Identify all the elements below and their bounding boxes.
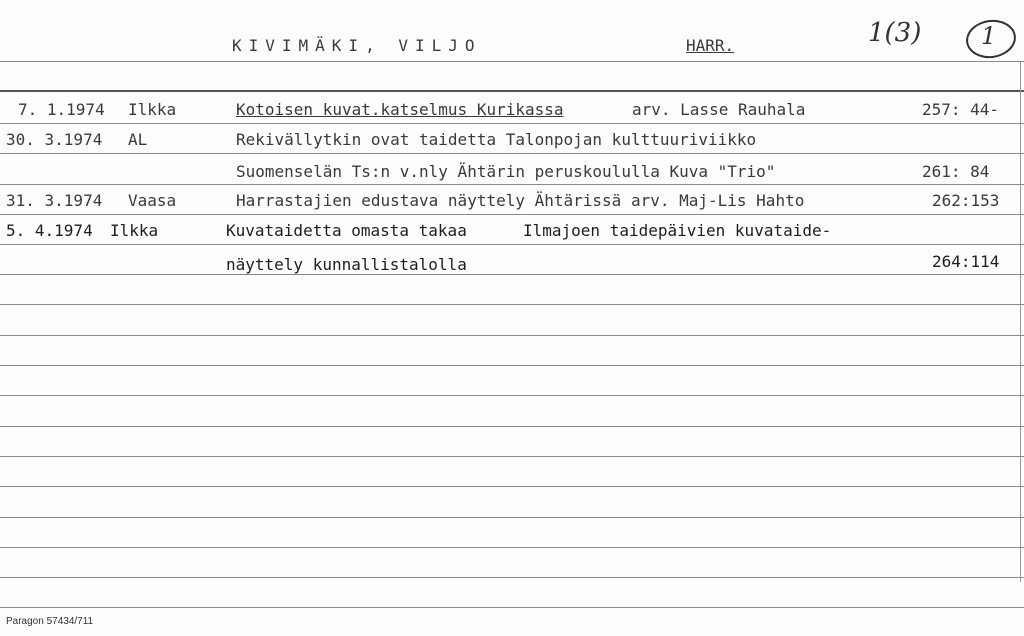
person-name: KIVIMÄKI, VILJO	[232, 36, 482, 55]
entry-source: Ilkka	[128, 100, 177, 119]
ruled-line	[0, 335, 1024, 336]
entry-note: arv. Lasse Rauhala	[632, 100, 806, 119]
entry-ref: 257: 44-	[922, 100, 1000, 119]
ruled-line	[0, 547, 1024, 548]
entry-text: Harrastajien edustava näyttely Ähtärissä arv. Maj-Lis Hahto	[236, 191, 805, 210]
header-rule	[0, 61, 1024, 62]
card-number: 1(3)	[868, 18, 922, 48]
ruled-line	[0, 426, 1024, 427]
ruled-line	[0, 395, 1024, 396]
ruled-line	[0, 517, 1024, 518]
entry-source: Vaasa	[128, 191, 177, 210]
entry-source: Ilkka	[110, 221, 159, 240]
ruled-line	[0, 456, 1024, 457]
entry-ref: 261: 84	[922, 162, 990, 181]
ruled-line	[0, 184, 1024, 185]
ruled-line	[0, 244, 1024, 245]
ruled-line	[0, 486, 1024, 487]
ruled-line	[0, 123, 1024, 124]
entry-ref: 262:153	[932, 191, 1000, 210]
ruled-line	[0, 304, 1024, 305]
ruled-line	[0, 577, 1024, 578]
entry-date: 31. 3.1974	[6, 191, 103, 210]
entry-note: Ilmajoen taidepäivien kuvataide-	[523, 221, 832, 240]
ruled-line	[0, 607, 1024, 608]
entry-date: 30. 3.1974	[6, 130, 103, 149]
category-label: HARR.	[686, 36, 735, 55]
circled-number: 1	[981, 22, 997, 50]
right-margin-line	[1020, 62, 1021, 582]
entry-date: 5. 4.1974	[6, 221, 93, 240]
ruled-line	[0, 214, 1024, 215]
entry-ref: 264:114	[932, 252, 1000, 271]
entry-text: Rekivällytkin ovat taidetta Talonpojan kulttuuriviikko	[236, 130, 757, 149]
entry-text: Kuvataidetta omasta takaa	[226, 221, 467, 240]
entry-text: näyttely kunnallistalolla	[226, 255, 467, 274]
print-mark: Paragon 57434/711	[6, 616, 94, 627]
entry-text: Kotoisen kuvat.katselmus Kurikassa	[236, 100, 564, 119]
entry-source: AL	[128, 130, 148, 149]
entry-date: 7. 1.1974	[18, 100, 105, 119]
entry-text: Suomenselän Ts:n v.nly Ähtärin peruskoululla Kuva "Trio"	[236, 162, 776, 181]
ruled-line	[0, 274, 1024, 275]
ruled-line	[0, 365, 1024, 366]
ruled-line	[0, 153, 1024, 154]
header-double-rule	[0, 90, 1024, 92]
